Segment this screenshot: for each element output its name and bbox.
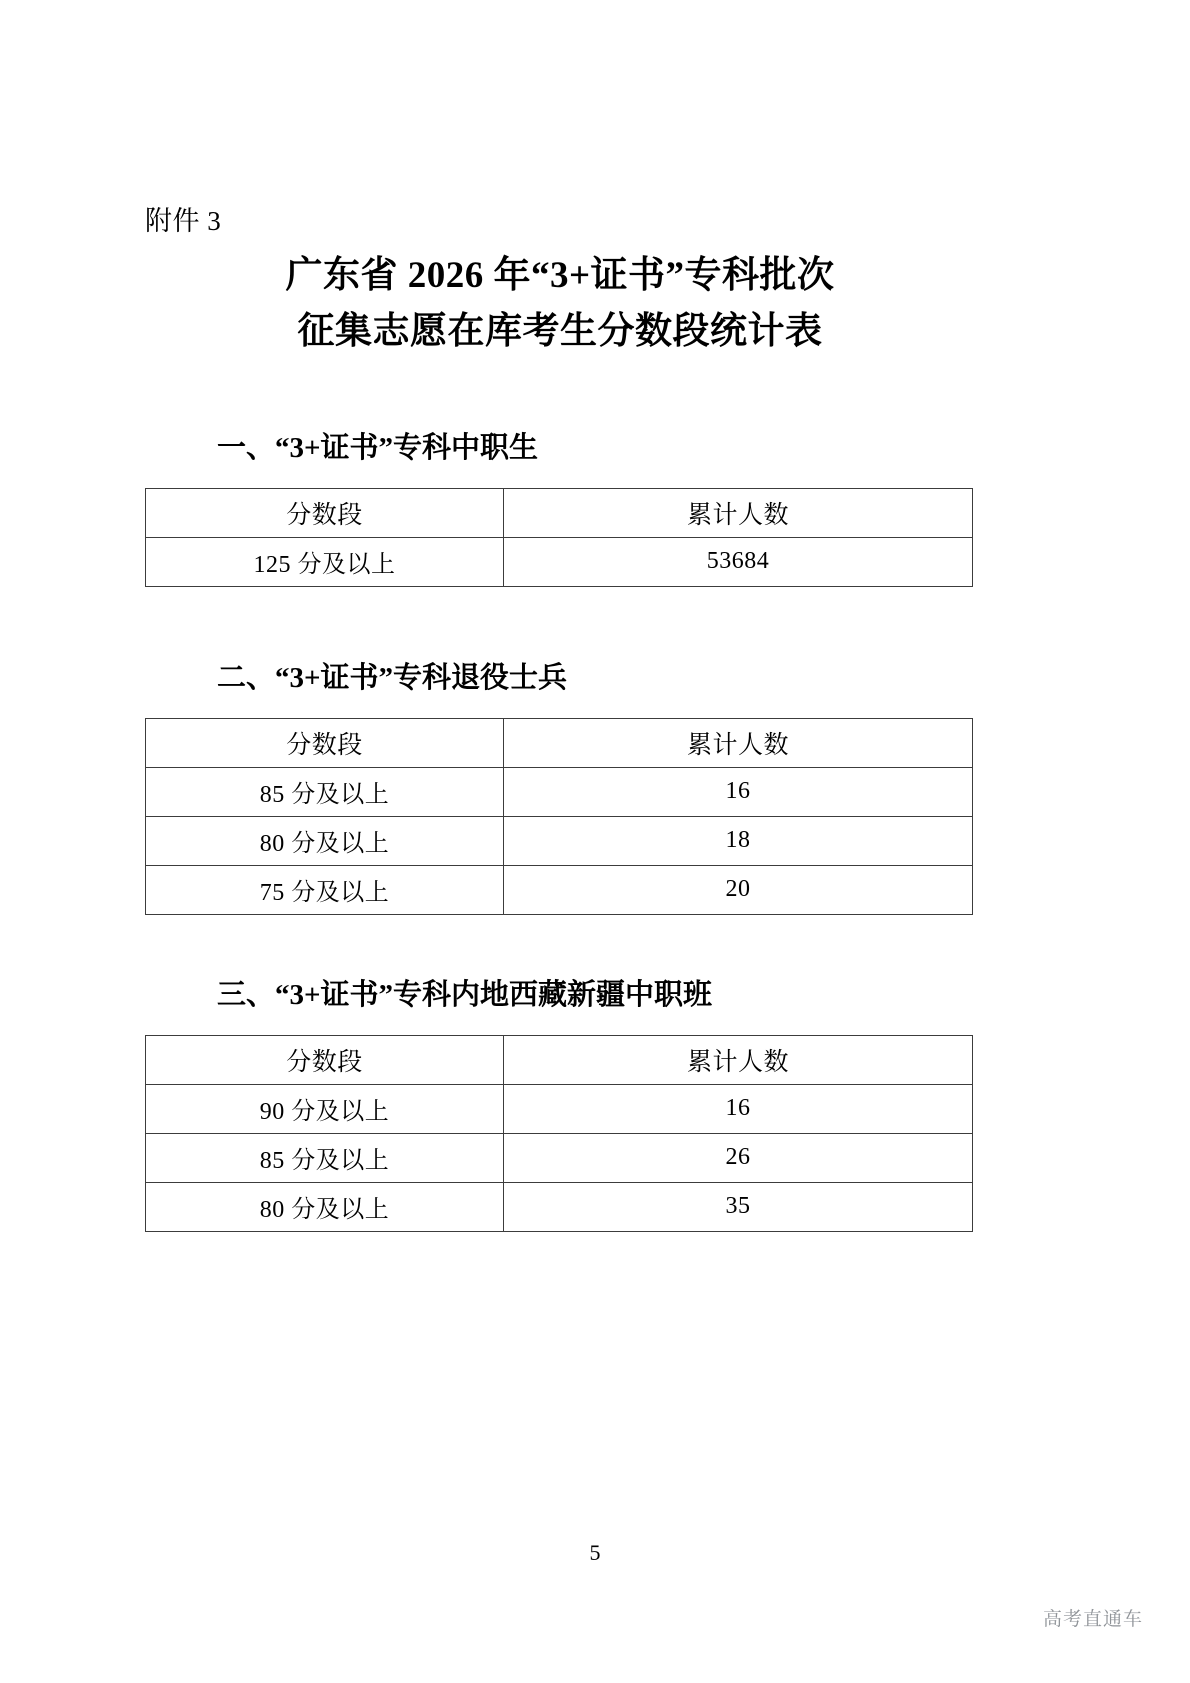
- page-title-line-2: 征集志愿在库考生分数段统计表: [297, 310, 823, 352]
- column-header-score-range: 分数段: [146, 1035, 504, 1084]
- section-xizang-xinjiang-class: [145, 977, 1045, 1232]
- section-heading: 一、“3+证书”专科中职生: [217, 432, 539, 464]
- cell-cumulative-count: 20: [504, 865, 973, 914]
- column-header-cumulative-count: 累计人数: [504, 1035, 973, 1084]
- cell-score-range: 80 分及以上: [146, 1182, 504, 1231]
- score-table: [145, 1035, 973, 1232]
- cell-score-range: 80 分及以上: [146, 816, 504, 865]
- column-header-cumulative-count: 累计人数: [504, 488, 973, 537]
- page-number: 5: [589, 1540, 601, 1565]
- page-title-line-1: 广东省 2026 年“3+证书”专科批次: [285, 255, 835, 296]
- cell-cumulative-count: 26: [504, 1133, 973, 1182]
- watermark: 高考直通车: [1042, 1609, 1143, 1630]
- table-row: [146, 1133, 973, 1182]
- section-veteran-soldiers: [145, 660, 1045, 915]
- section-heading: 三、“3+证书”专科内地西藏新疆中职班: [217, 979, 713, 1011]
- cell-score-range: 75 分及以上: [146, 865, 504, 914]
- table-row: [146, 1182, 973, 1231]
- cell-score-range: 85 分及以上: [146, 767, 504, 816]
- cell-cumulative-count: 35: [504, 1182, 973, 1231]
- cell-score-range: 90 分及以上: [146, 1084, 504, 1133]
- page-title: [145, 248, 975, 359]
- column-header-cumulative-count: 累计人数: [504, 718, 973, 767]
- cell-cumulative-count: 16: [504, 1084, 973, 1133]
- cell-score-range: 85 分及以上: [146, 1133, 504, 1182]
- section-vocational-students: [145, 430, 1045, 587]
- attachment-label: 附件 3: [145, 206, 222, 236]
- cell-cumulative-count: 53684: [504, 537, 973, 586]
- table-header-row: [146, 488, 973, 537]
- table-row: [146, 816, 973, 865]
- cell-cumulative-count: 16: [504, 767, 973, 816]
- cell-score-range: 125 分及以上: [146, 537, 504, 586]
- table-header-row: [146, 718, 973, 767]
- table-row: [146, 865, 973, 914]
- cell-cumulative-count: 18: [504, 816, 973, 865]
- table-row: [146, 1084, 973, 1133]
- score-table: [145, 488, 973, 587]
- section-heading: 二、“3+证书”专科退役士兵: [217, 662, 568, 694]
- column-header-score-range: 分数段: [146, 718, 504, 767]
- column-header-score-range: 分数段: [146, 488, 504, 537]
- table-row: [146, 537, 973, 586]
- table-row: [146, 767, 973, 816]
- table-header-row: [146, 1035, 973, 1084]
- score-table: [145, 718, 973, 915]
